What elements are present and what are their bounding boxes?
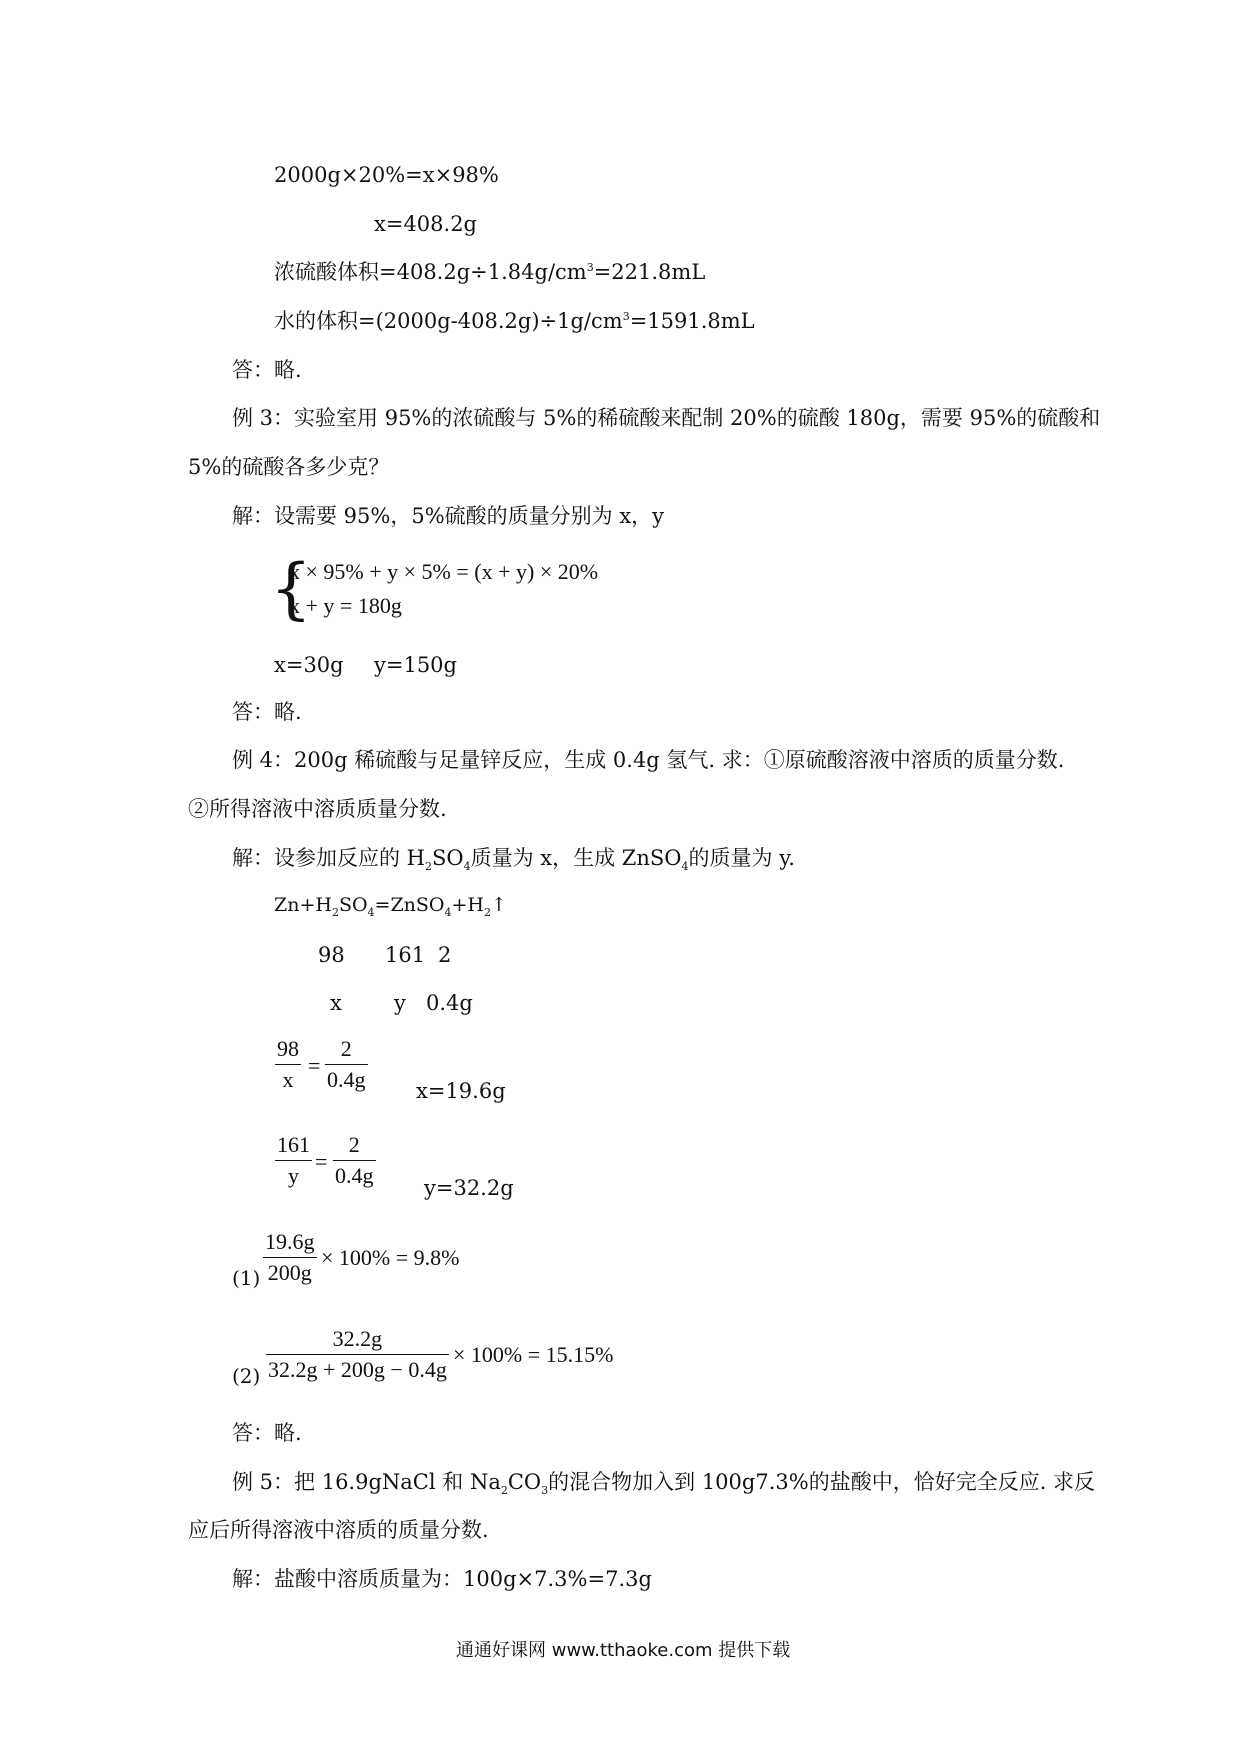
fraction-98-over-x: 98 x: [277, 1036, 299, 1092]
example-5-question: 例 5：把 16.9gNaCl 和 $Na_2CO_3$的混合物加入到 100g7.3%的盐酸中，恰好完全反应. 求反: [232, 1470, 1096, 1498]
example-4-question-cont: ②所得溶液中溶质质量分数.: [188, 797, 447, 821]
example-3-question-cont: 5%的硫酸各多少克？: [188, 455, 390, 479]
part-1-label: (1): [232, 1266, 261, 1290]
molar-mass-h2: 2: [438, 943, 452, 967]
equals-sign: =: [315, 1149, 328, 1174]
equation-result: x=408.2g: [374, 212, 478, 236]
example-5-question-cont: 应后所得溶液中溶质的质量分数.: [188, 1518, 489, 1542]
fraction-196g-over-200g: 19.6g 200g: [265, 1229, 315, 1285]
acid-volume-line: 浓硫酸体积$=408.2g\div 1.84g/cm^3=221.8mL$: [274, 260, 706, 284]
example-3-result-x: x=30g: [274, 653, 344, 677]
example-5-solution: 解：盐酸中溶质质量为：100g×7.3%=7.3g: [232, 1567, 652, 1591]
reaction-equation: $Zn+H_2SO_4=ZnSO_4+H_2↑$: [274, 894, 507, 919]
system-equation-1: x × 95% + y × 5% = (x + y) × 20%: [289, 559, 599, 584]
fraction-2-over-04g: 2 0.4g: [335, 1132, 374, 1188]
answer-line: 答：略.: [232, 700, 302, 724]
hydrogen-mass: 0.4g: [426, 991, 473, 1015]
page-footer: 通通好课网 www.tthaoke.com 提供下载: [456, 1640, 791, 1661]
water-volume-line: 水的体积$=(2000g-408.2g)\div 1g/cm^3=1591.8mL$: [274, 309, 755, 333]
answer-line: 答：略.: [232, 1421, 302, 1445]
unknown-y: y: [394, 991, 406, 1015]
system-equation-2: x + y = 180g: [289, 593, 402, 618]
equals-sign: =: [308, 1053, 321, 1078]
part-2-label: (2): [232, 1364, 261, 1388]
example-4-question: 例 4：200g 稀硫酸与足量锌反应，生成 0.4g 氢气. 求：①原硫酸溶液中溶质的质量分数.: [232, 748, 1065, 772]
part-1-result: × 100% = 9.8%: [321, 1245, 460, 1270]
fraction-solution-mass: 32.2g 32.2g + 200g − 0.4g: [268, 1326, 447, 1382]
example-3-solution: 解：设需要 95%，5%硫酸的质量分别为 x，y: [232, 504, 665, 528]
part-2-result: × 100% = 15.15%: [453, 1342, 614, 1367]
fraction-161-over-y: 161 y: [277, 1132, 310, 1188]
molar-mass-h2so4: 98: [318, 943, 345, 967]
result-x: x=19.6g: [416, 1079, 506, 1103]
example-3-result-y: y=150g: [374, 653, 457, 677]
equation-line: 2000g×20%=x×98%: [274, 163, 499, 187]
example-3-question: 例 3：实验室用 95%的浓硫酸与 5%的稀硫酸来配制 20%的硫酸 180g，需要 95%的硫酸和: [232, 406, 1101, 430]
answer-line: 答：略.: [232, 358, 302, 382]
molar-mass-znso4: 161: [385, 943, 426, 967]
equation-system-brace: {: [270, 550, 312, 627]
fraction-2-over-04g: 2 0.4g: [327, 1036, 366, 1092]
unknown-x: x: [330, 991, 342, 1015]
example-4-solution: 解：设参加反应的 $H_2SO_4$质量为 x，生成 ZnSO$_4$的质量为 y.: [232, 846, 795, 874]
result-y: y=32.2g: [424, 1176, 514, 1200]
